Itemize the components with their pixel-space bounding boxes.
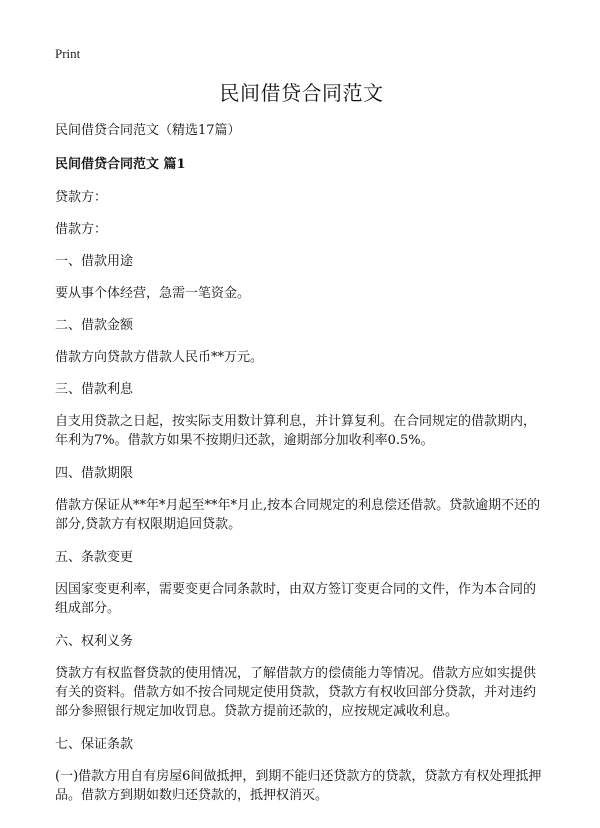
clause-text-term: 借款方保证从**年*月起至**年*月止,按本合同规定的利息偿还借款。贷款逾期不还的部分,贷款方有权限期追回贷款。: [55, 498, 541, 532]
clause-text-guarantee: (一)借款方用自有房屋6间做抵押，到期不能归还贷款方的贷款，贷款方有权处理抵押品。借款方到期如数归还贷款的，抵押权消灭。: [55, 769, 542, 803]
clause-heading-term: 四、借款期限: [55, 466, 134, 481]
document-title: 民间借贷合同范文: [219, 81, 384, 105]
clause-heading-rights: 六、权利义务: [55, 634, 134, 649]
clause-heading-changes: 五、条款变更: [55, 550, 134, 565]
clause-text-purpose: 要从事个体经营，急需一笔资金。: [55, 286, 251, 301]
clause-heading-purpose: 一、借款用途: [55, 254, 134, 269]
clause-text-rights: 贷款方有权监督贷款的使用情况，了解借款方的偿债能力等情况。借款方应如实提供有关的资料。借款方如不按合同规定使用贷款，贷款方有权收回部分贷款，并对违约部分参照银行规定加收罚息。贷款方提前还款的，应按规定减收利息。: [55, 666, 537, 719]
section-heading: 民间借贷合同范文 篇1: [55, 157, 186, 172]
clause-heading-guarantee: 七、保证条款: [55, 737, 134, 752]
clause-heading-interest: 三、借款利息: [55, 382, 134, 397]
clause-text-amount: 借款方向贷款方借款人民币**万元。: [55, 350, 264, 365]
borrower-line: 借款方：: [55, 222, 108, 237]
lender-line: 贷款方：: [55, 190, 108, 205]
clause-text-interest: 自支用贷款之日起，按实际支用数计算利息，并计算复利。在合同规定的借款期内，年利为7%。借款方如果不按期归还款，逾期部分加收利率0.5%。: [55, 414, 537, 448]
clause-text-changes: 因国家变更利率，需要变更合同条款时，由双方签订变更合同的文件，作为本合同的组成部分。: [55, 582, 537, 616]
clause-heading-amount: 二、借款金额: [55, 318, 134, 333]
document-subtitle: 民间借贷合同范文（精选17篇）: [55, 123, 241, 138]
print-link[interactable]: Print: [55, 46, 81, 61]
